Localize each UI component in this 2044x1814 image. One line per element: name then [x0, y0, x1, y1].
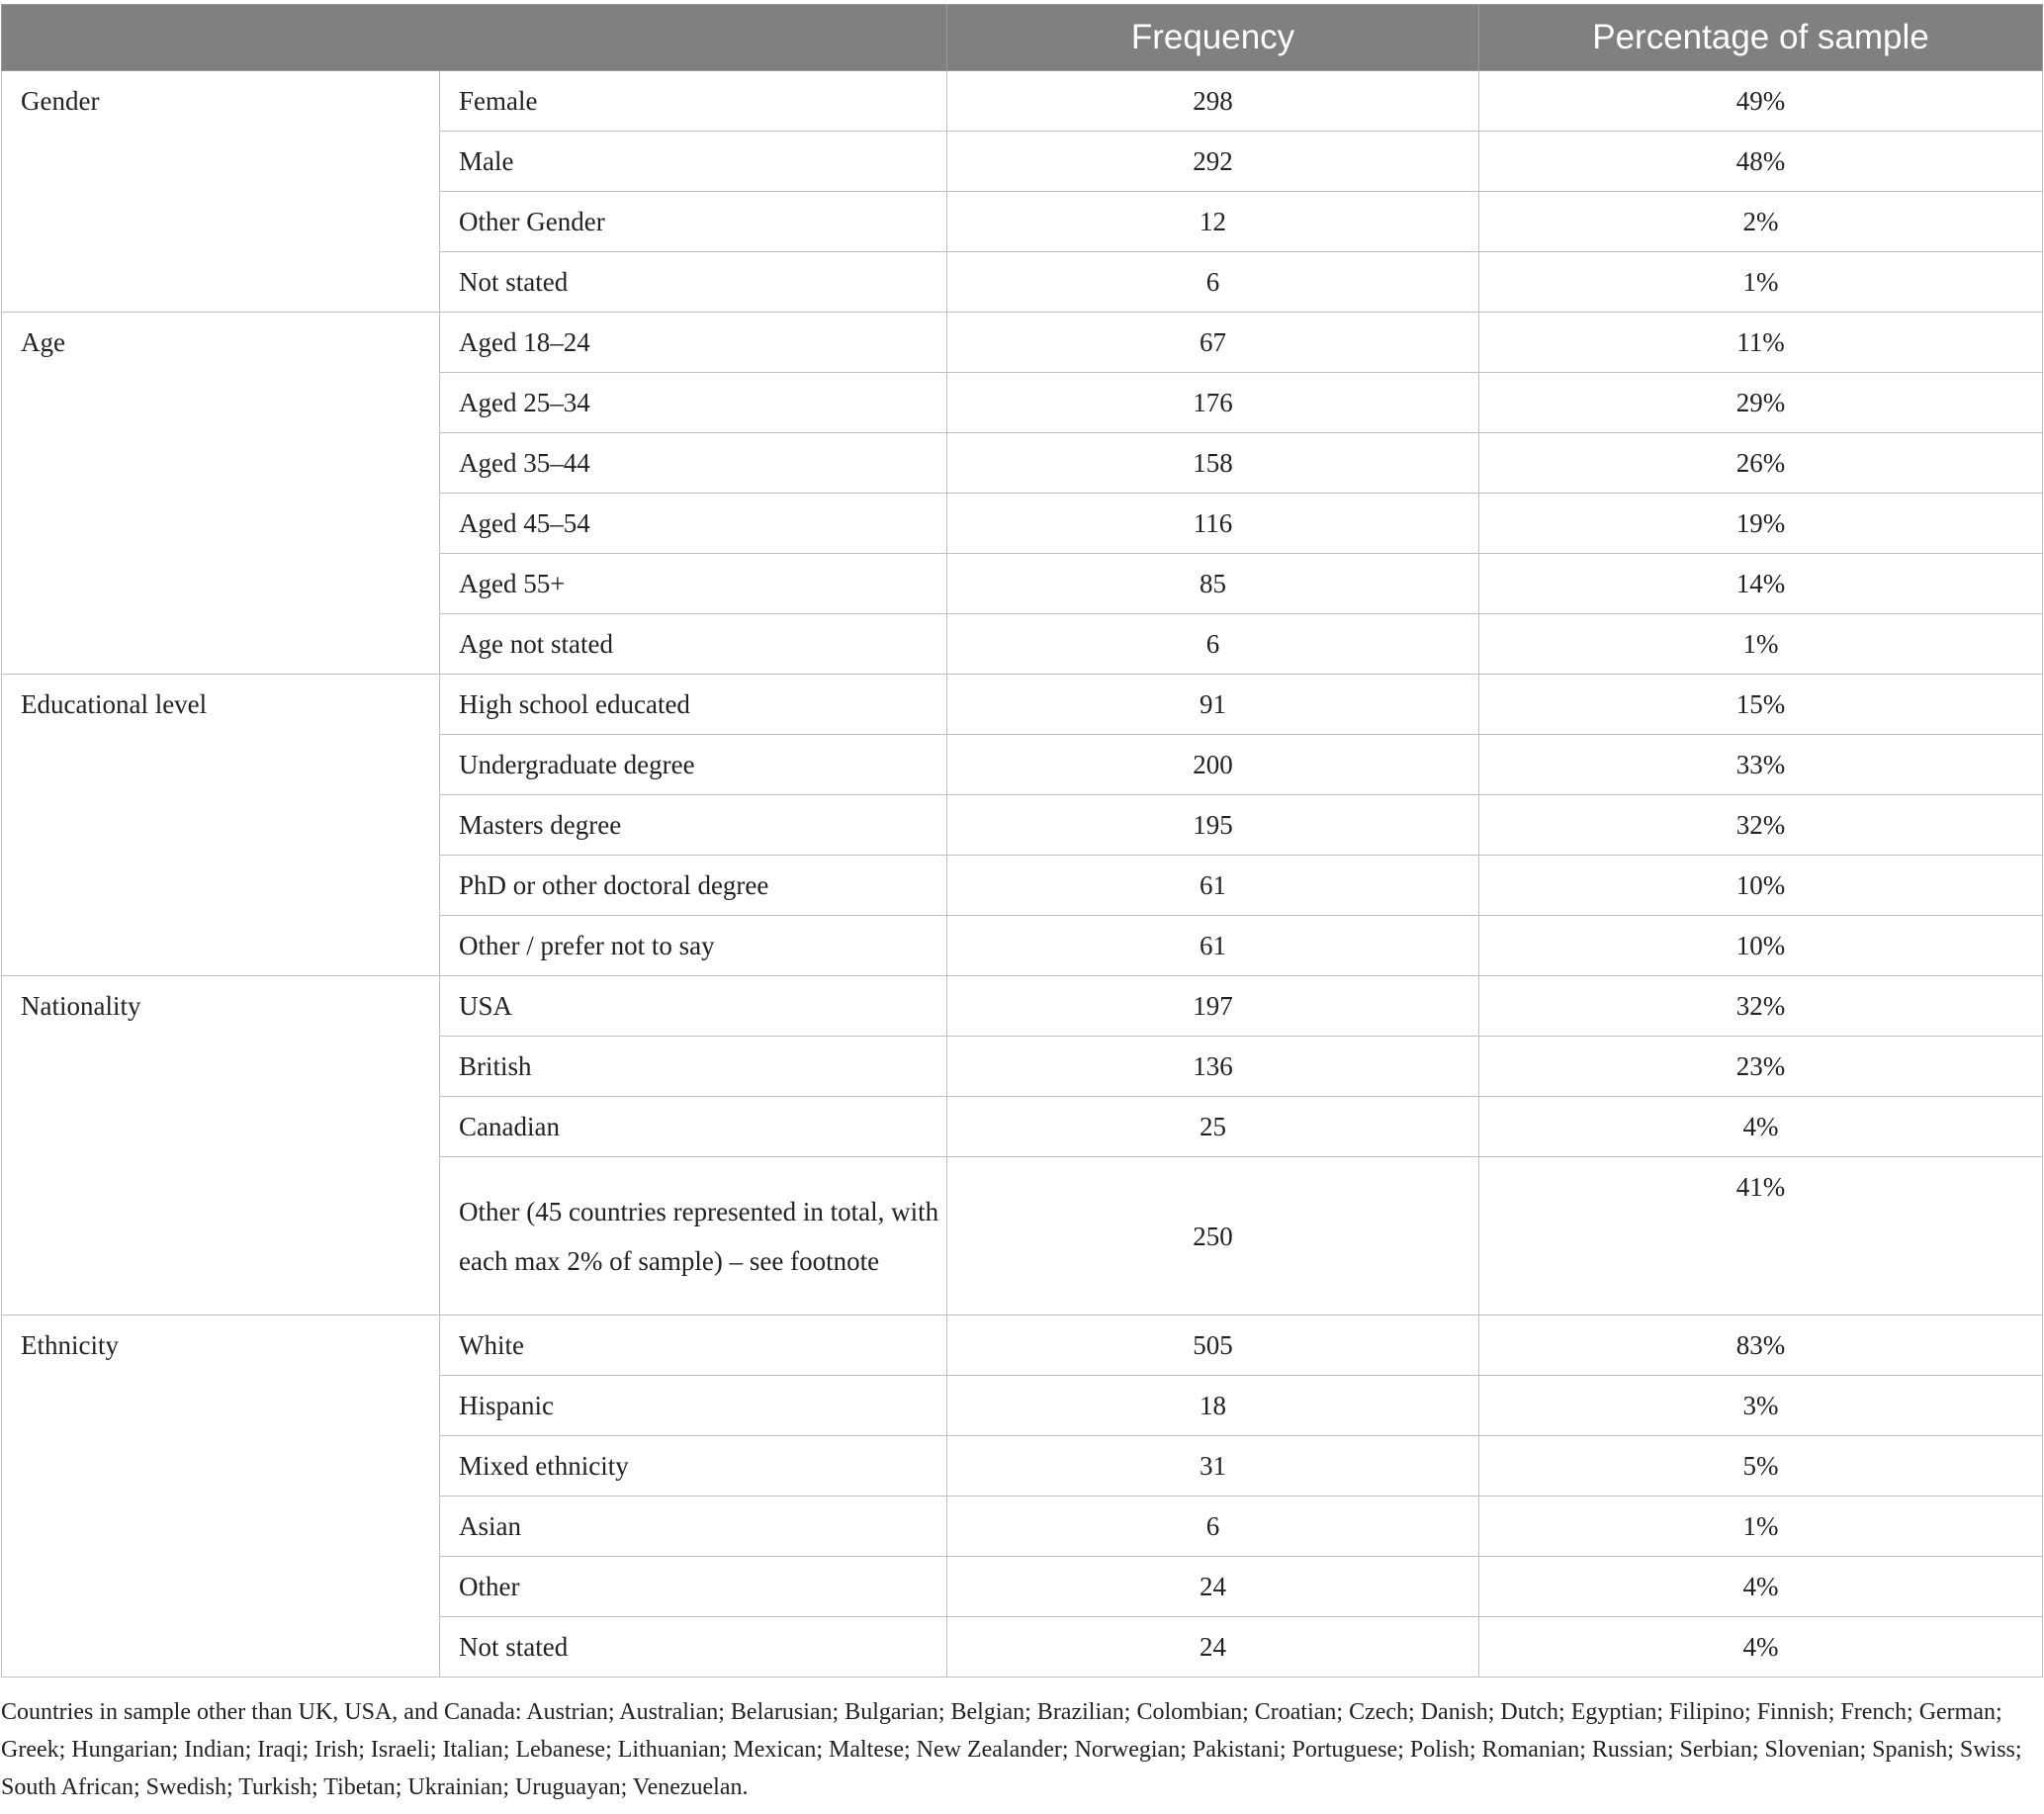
- row-percentage: 26%: [1479, 433, 2043, 494]
- row-percentage: 3%: [1479, 1376, 2043, 1436]
- row-label: Male: [440, 132, 947, 192]
- row-label: Other Gender: [440, 192, 947, 252]
- row-label: Age not stated: [440, 614, 947, 675]
- row-label: Not stated: [440, 1617, 947, 1678]
- row-label: Hispanic: [440, 1376, 947, 1436]
- row-frequency: 6: [947, 1497, 1479, 1557]
- category-gender: Gender: [2, 71, 440, 313]
- row-frequency: 61: [947, 856, 1479, 916]
- row-percentage: 32%: [1479, 976, 2043, 1037]
- row-frequency: 250: [947, 1157, 1479, 1315]
- row-percentage: 48%: [1479, 132, 2043, 192]
- row-percentage: 41%: [1479, 1157, 2043, 1315]
- row-frequency: 18: [947, 1376, 1479, 1436]
- row-frequency: 136: [947, 1037, 1479, 1097]
- row-frequency: 158: [947, 433, 1479, 494]
- row-label: Aged 25–34: [440, 373, 947, 433]
- table-row: [2, 71, 2043, 132]
- row-frequency: 61: [947, 916, 1479, 976]
- table-row: [2, 976, 2043, 1037]
- category-nationality: Nationality: [2, 976, 440, 1315]
- row-percentage: 10%: [1479, 916, 2043, 976]
- row-label: PhD or other doctoral degree: [440, 856, 947, 916]
- row-label: Female: [440, 71, 947, 132]
- row-frequency: 12: [947, 192, 1479, 252]
- row-percentage: 14%: [1479, 554, 2043, 614]
- row-frequency: 200: [947, 735, 1479, 795]
- table-row: [2, 675, 2043, 735]
- category-age: Age: [2, 313, 440, 675]
- row-label: Not stated: [440, 252, 947, 313]
- row-frequency: 195: [947, 795, 1479, 856]
- row-percentage: 1%: [1479, 1497, 2043, 1557]
- row-label: Asian: [440, 1497, 947, 1557]
- row-percentage: 29%: [1479, 373, 2043, 433]
- row-percentage: 2%: [1479, 192, 2043, 252]
- category-educational-level: Educational level: [2, 675, 440, 976]
- row-label: Other (45 countries represented in total, with each max 2% of sample) – see footnote: [440, 1157, 947, 1315]
- row-frequency: 292: [947, 132, 1479, 192]
- row-percentage: 4%: [1479, 1617, 2043, 1678]
- row-percentage: 10%: [1479, 856, 2043, 916]
- row-label: USA: [440, 976, 947, 1037]
- row-label: White: [440, 1315, 947, 1376]
- row-percentage: 19%: [1479, 494, 2043, 554]
- row-frequency: 6: [947, 252, 1479, 313]
- row-percentage: 1%: [1479, 614, 2043, 675]
- header-blank-cell: [2, 5, 947, 71]
- row-percentage: 49%: [1479, 71, 2043, 132]
- row-frequency: 116: [947, 494, 1479, 554]
- row-frequency: 67: [947, 313, 1479, 373]
- row-frequency: 31: [947, 1436, 1479, 1497]
- row-percentage: 15%: [1479, 675, 2043, 735]
- row-frequency: 24: [947, 1617, 1479, 1678]
- row-percentage: 32%: [1479, 795, 2043, 856]
- row-percentage: 33%: [1479, 735, 2043, 795]
- row-label: High school educated: [440, 675, 947, 735]
- row-frequency: 91: [947, 675, 1479, 735]
- row-label: Other: [440, 1557, 947, 1617]
- row-percentage: 23%: [1479, 1037, 2043, 1097]
- row-percentage: 4%: [1479, 1097, 2043, 1157]
- row-percentage: 1%: [1479, 252, 2043, 313]
- row-label: Aged 55+: [440, 554, 947, 614]
- header-frequency: Frequency: [947, 5, 1479, 71]
- row-frequency: 298: [947, 71, 1479, 132]
- row-label: Other / prefer not to say: [440, 916, 947, 976]
- row-frequency: 505: [947, 1315, 1479, 1376]
- row-percentage: 4%: [1479, 1557, 2043, 1617]
- table-row: [2, 1315, 2043, 1376]
- row-label: Canadian: [440, 1097, 947, 1157]
- row-frequency: 24: [947, 1557, 1479, 1617]
- row-percentage: 5%: [1479, 1436, 2043, 1497]
- row-label: Aged 35–44: [440, 433, 947, 494]
- row-frequency: 176: [947, 373, 1479, 433]
- table-footnote: Countries in sample other than UK, USA, and Canada: Austrian; Australian; Belarusian; Bulgarian; Belgian; Brazilian; Colombian; Croatian; Czech; Danish; Dutch; Egyptian; Filipino; Finnish; French; German; Greek; Hungarian; Indian; Iraqi; Irish; Israeli; Italian; Lebanese; Lithuanian; Mexican; Maltese; New Zealander; Norwegian; Pakistani; Portuguese; Polish; Romanian; Russian; Serbian; Slovenian; Spanish; Swiss; South African; Swedish; Turkish; Tibetan; Ukrainian; Uruguayan; Venezuelan.: [1, 1699, 2022, 1800]
- header-percentage: Percentage of sample: [1479, 5, 2043, 71]
- row-percentage: 11%: [1479, 313, 2043, 373]
- row-frequency: 85: [947, 554, 1479, 614]
- row-label: British: [440, 1037, 947, 1097]
- row-frequency: 197: [947, 976, 1479, 1037]
- row-label: Masters degree: [440, 795, 947, 856]
- category-ethnicity: Ethnicity: [2, 1315, 440, 1678]
- row-label: Undergraduate degree: [440, 735, 947, 795]
- demographics-table: [1, 4, 2043, 1678]
- table-row: [2, 313, 2043, 373]
- row-percentage: 83%: [1479, 1315, 2043, 1376]
- row-label: Mixed ethnicity: [440, 1436, 947, 1497]
- row-frequency: 25: [947, 1097, 1479, 1157]
- header-row: [2, 5, 2043, 71]
- row-label: Aged 18–24: [440, 313, 947, 373]
- row-frequency: 6: [947, 614, 1479, 675]
- row-label: Aged 45–54: [440, 494, 947, 554]
